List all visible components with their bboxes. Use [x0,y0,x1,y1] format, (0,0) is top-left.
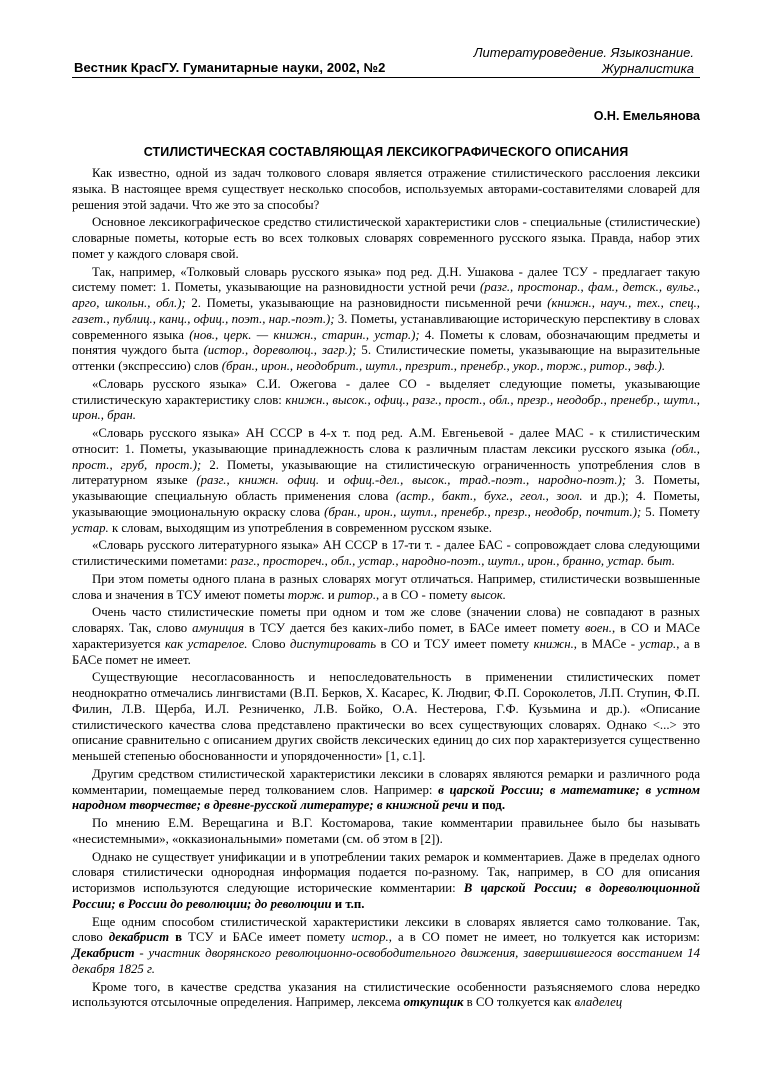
text-run: «Словарь русского языка» С.И. Ожегова - далее СО - выделяет следующие пометы, указывающие стилистическую характеристику слов: [72,376,700,407]
label-term: торж. [287,587,325,602]
label-list: (книжн., науч., тех., спец., газет., публиц., канц., офиц., поэт., нар.-поэт.); [72,296,700,326]
paragraph [72,670,700,765]
paragraph [72,767,700,814]
text-run: 4. Пометы к словам, обозначающим предметы и понятия чуждого быта [72,327,700,358]
headword: декабрист [108,930,170,945]
paragraph [72,605,700,668]
paragraph [72,572,700,604]
paragraph [72,166,700,213]
label-term: воен. [584,621,612,635]
headword: Декабрист [72,946,135,960]
label-list: (разг., простонар., фам., детск., вульг., арго, школьн., обл.); [72,280,700,310]
text-run: Существующие несогласованность и непоследовательность в применении стилистических помет неоднократно отмечались лингвистами (В.П. Берков, Х. Касарес, К. Людвиг, Ф.П. Сороколетов, Л.П. Ступин, Ф.П. Филин, Л.В. Щерба, И.Л. Резниченко, Л.В. Бойко, О.А. Нестерова, Г.Ф. Кузьмина и др.). «Описание стилистического качества слова представлено практически во всех существующих словарях. Однако <...> это описание сравнительно с описанием других свойств лексических единиц до сих пор характеризуется существенно меньшей степенью обоснованности и упорядоченности» [1, с.1]. [72,670,700,763]
text-run: 5. Помету [641,504,700,519]
label-term: высок. [470,587,506,602]
text-run: Однако не существует унификации и в употреблении таких ремарок и комментариев. Даже в пределах одного словаря стилистически однородная информация подается по-разному. Так, например, в СО для описания историзмов используются следующие исторические комментарии: [72,849,700,895]
text-run: в СО толкуется как [463,995,575,1010]
remark-list: В царской России; в дореволюционной России; в России до революции; до революции [72,881,700,911]
text-run: в СО и ТСУ имеет помету [376,636,534,651]
text-run: Очень часто стилистические пометы при одном и том же слове (значении слова) не совпадают в разных словарях. Так, слово [72,605,700,635]
text-run: Другим средством стилистической характеристики лексики в словарях являются ремарки и различного рода комментарии, помещаемые перед толкованием слов. Например: [72,766,700,797]
text-run: Кроме того, в качестве средства указания на стилистические особенности разъясняемого слова нередко используются отсылочные определения. Например, лексема [72,979,700,1010]
paragraph [72,538,700,570]
text-run: Так, например, «Толковый словарь русского языка» под ред. Д.Н. Ушакова - далее ТСУ - предлагает такую систему помет: 1. Пометы, указывающие на разновидности устной речи [72,264,700,295]
text-run: и т.п. [331,896,365,911]
journal-header: Вестник КрасГУ. Гуманитарные науки, 2002, №2 [74,60,386,75]
text-run: к словам, выходящим из употребления в современном русском языке. [108,520,493,535]
text-run: «Словарь русского языка» АН СССР в 4-х т. под ред. А.М. Евгеньевой - далее МАС - к стилистическим относит: 1. Пометы, указывающие принадлежность слова к различным пластам лексики русского языка [72,426,700,456]
header-divider [72,77,700,78]
label-list: (бран., ирон., шутл., пренебр., презр., неодобр, почтит.); [324,504,642,519]
label-list: разг., простореч., обл., устар., народно-поэт., шутл., ирон., бранно, устар. быт. [230,554,675,568]
text-run: 5. Стилистические пометы, указывающие на выразительные оттенки (экспрессию) слов [72,343,700,373]
paragraph [72,915,700,978]
remark-list: в царской России; в математике; в устном народном творчестве; в древне-русской литературе; в книжной речи [72,782,700,813]
label-term: истор. [351,930,389,945]
text-run: Как известно, одной из задач толкового словаря является отражение стилистического расслоения лексики языка. В настоящее время существует несколько способов, используемых авторами-составителями словарей для решения этой задачи. Что же это за способы? [72,166,700,212]
label-term: как устарелое. [165,636,248,651]
text-run: в [169,930,183,945]
text-run: 2. Пометы, указывающие на стилистическую ограниченность употребления слов в литературном языке [72,457,700,488]
text-run: и [324,587,338,602]
label-list: (обл., прост., груб, прост.); [72,441,700,472]
article-title: СТИЛИСТИЧЕСКАЯ СОСТАВЛЯЮЩАЯ ЛЕКСИКОГРАФИЧЕСКОГО ОПИСАНИЯ [143,145,629,159]
text-run: По мнению Е.М. Верещагина и В.Г. Костомарова, такие комментарии правильнее было бы называть «несистемными», «окказиональными» пометами (см. об этом в [2]). [72,816,700,846]
section-header [474,45,694,77]
text-run: При этом пометы одного плана в разных словарях могут отличаться. Например, стилистически возвышенные слова и значения в ТСУ имеют пометы [72,571,700,602]
label-list: (истор., дореволюц., загр.); [203,343,357,358]
paragraph [72,265,700,375]
paragraph [72,816,700,848]
label-list: (астр., бакт., бухг., геол., зоол. [395,489,583,503]
label-term: амуниция [192,621,244,635]
paragraph [72,980,700,1012]
label-term: устар. [639,636,677,651]
paragraph [72,850,700,913]
label-term: книжн. [533,636,574,651]
definition-text: - участник дворянского революционно-освободительного движения, завершившегося восстанием 14 декабря 1825 г. [72,946,700,976]
text-run: , в МАСе - [573,636,640,651]
label-list: офиц.-дел., высок., трад.-поэт., народно-поэт.); [343,473,627,488]
text-run: , в СО и МАСе характеризуется [72,621,700,651]
text-run: 3. Пометы, устанавливающие историческую перспективу в словах современного языка [72,311,700,342]
text-run: и [319,473,344,488]
text-run: , а в СО - помету [376,587,471,602]
text-run: Слово [247,636,291,651]
text-run: , а в БАСе помет не имеет. [72,636,701,667]
text-run: Еще одним способом стилистической характеристики лексики в словарях является само толкование. Так, слово [72,914,700,945]
text-run: 3. Пометы, указывающие специальную область применения слова [72,473,701,503]
text-run: в ТСУ дается без каких-либо помет, в БАСе имеет помету [243,621,585,635]
text-run: «Словарь русского литературного языка» АН СССР в 17-ти т. - далее БАС - сопровождает слова следующими стилистическими пометами: [72,538,700,568]
paragraph [72,426,700,536]
author-name: О.Н. Емельянова [593,109,700,123]
text-run: ТСУ и БАСе имеет помету [182,930,352,945]
text-run: 2. Пометы, указывающие на разновидности письменной речи [185,296,548,310]
label-list: (бран., ирон., неодобрит., шутл., презрит., пренебр., укор., торж., ритор., эвф.). [221,359,666,373]
label-term: устар. [72,520,109,535]
paragraph [72,377,700,424]
text-run: , а в СО помет не имеет, но толкуется как историзм: [388,930,700,945]
label-term: диспутировать [290,636,377,651]
text-run: и др.); 4. Пометы, указывающие эмоциональную окраску слова [72,489,701,519]
text-run: и под. [468,798,506,813]
headword: откупщик [403,995,464,1010]
definition-text: владелец [574,995,623,1010]
label-term: ритор. [337,587,377,602]
section-header-line-2: Журналистика [601,61,694,76]
label-list: (нов., церк. — книжн., старин., устар.); [189,327,420,342]
label-list: (разг., книжн. офиц. [196,473,320,488]
paragraph [72,215,700,262]
text-run: Основное лексикографическое средство стилистической характеристики слов - специальные (стилистические) словарные пометы, которые есть во всех толковых словарях современного русского языка. Правда, набор этих помет у каждого словаря свой. [72,215,700,261]
article-body [72,166,700,1013]
section-header-line-1: Литературоведение. Языкознание. [473,45,694,60]
label-list: книжн., высок., офиц., разг., прост., обл., презр., неодобр., пренебр., шутл., ирон., бран. [72,392,701,423]
